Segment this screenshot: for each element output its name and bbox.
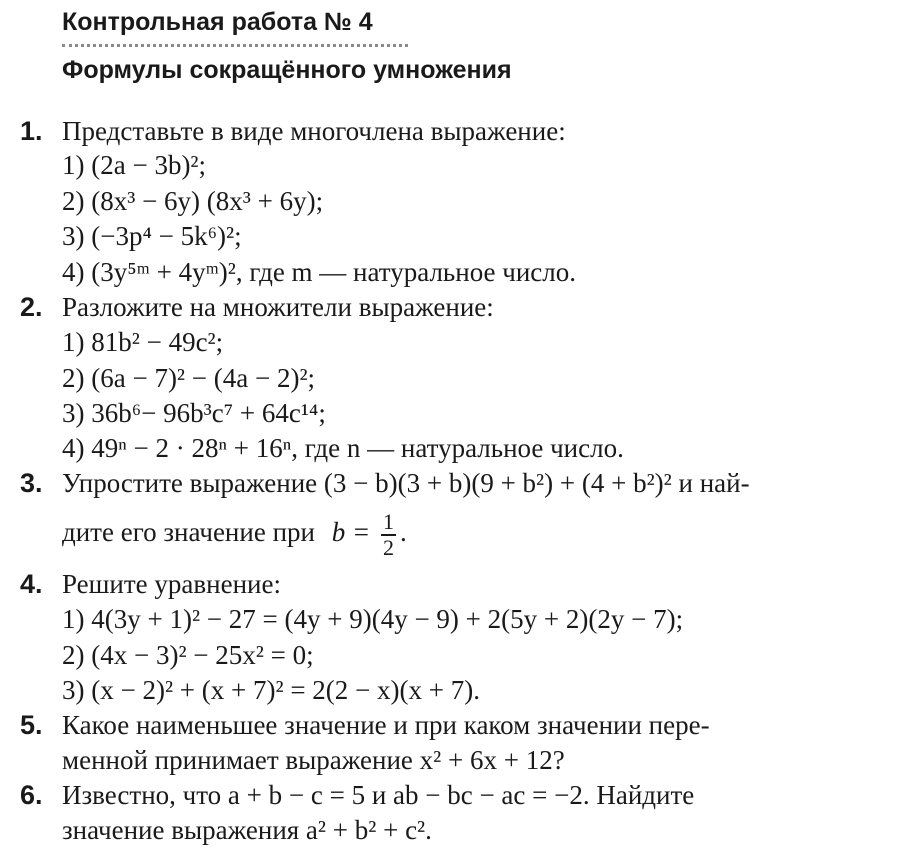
- task-3-number: 3.: [20, 468, 43, 498]
- task-2-item-3: 3) 36b⁶− 96b³c⁷ + 64c¹⁴;: [62, 398, 326, 428]
- task-6-line-1: Известно, что a + b − c = 5 и ab − bc − ac = −2. Найдите: [62, 780, 695, 810]
- task-3-continuation-line: [62, 510, 407, 560]
- task-1-item-1: 1) (2a − 3b)²;: [62, 150, 207, 180]
- task-2-item-2: 2) (6a − 7)² − (4a − 2)²;: [62, 363, 316, 393]
- task-1-item-3: 3) (−3p⁴ − 5k⁶)²;: [62, 221, 242, 251]
- task-1-number: 1.: [20, 116, 43, 146]
- fraction-denominator: 2: [382, 535, 394, 560]
- title-divider: [62, 44, 408, 47]
- task-4-prompt: Решите уравнение:: [62, 569, 281, 599]
- page-title: Контрольная работа № 4: [62, 8, 373, 36]
- task-5-line-2: менной принимает выражение x² + 6x + 12?: [62, 745, 565, 775]
- task-2-item-4: 4) 49ⁿ − 2 · 28ⁿ + 16ⁿ, где n — натуральное число.: [62, 433, 624, 463]
- task-6-number: 6.: [20, 780, 43, 810]
- task-1-item-4: 4) (3y⁵ᵐ + 4yᵐ)², где m — натуральное число.: [62, 257, 576, 287]
- task-4-number: 4.: [20, 569, 43, 599]
- task-2-item-1: 1) 81b² − 49c²;: [62, 327, 224, 357]
- fraction-numerator: 1: [382, 509, 394, 534]
- task-1-item-2: 2) (8x³ − 6y) (8x³ + 6y);: [62, 186, 324, 216]
- task-6-line-2: значение выражения a² + b² + c².: [62, 815, 432, 845]
- task-3-fraction: [381, 510, 396, 560]
- task-4-item-1: 1) 4(3y + 1)² − 27 = (4y + 9)(4y − 9) + 2(5y + 2)(2y − 7);: [62, 604, 684, 634]
- task-3-prompt: Упростите выражение (3 − b)(3 + b)(9 + b²) + (4 + b²)² и най-: [62, 468, 750, 498]
- task-5-line-1: Какое наименьшее значение и при каком значении пере-: [62, 710, 710, 740]
- task-4-item-3: 3) (x − 2)² + (x + 7)² = 2(2 − x)(x + 7).: [62, 675, 480, 705]
- task-2-number: 2.: [20, 292, 43, 322]
- task-3-end: .: [399, 517, 407, 548]
- task-3-continuation: дите его значение при: [62, 517, 315, 548]
- task-5-number: 5.: [20, 710, 43, 740]
- page-subtitle: Формулы сокращённого умножения: [62, 56, 512, 84]
- task-2-prompt: Разложите на множители выражение:: [62, 292, 494, 322]
- task-1-prompt: Представьте в виде многочлена выражение:: [62, 116, 566, 146]
- task-4-item-2: 2) (4x − 3)² − 25x² = 0;: [62, 640, 314, 670]
- task-3-variable: b =: [331, 517, 371, 548]
